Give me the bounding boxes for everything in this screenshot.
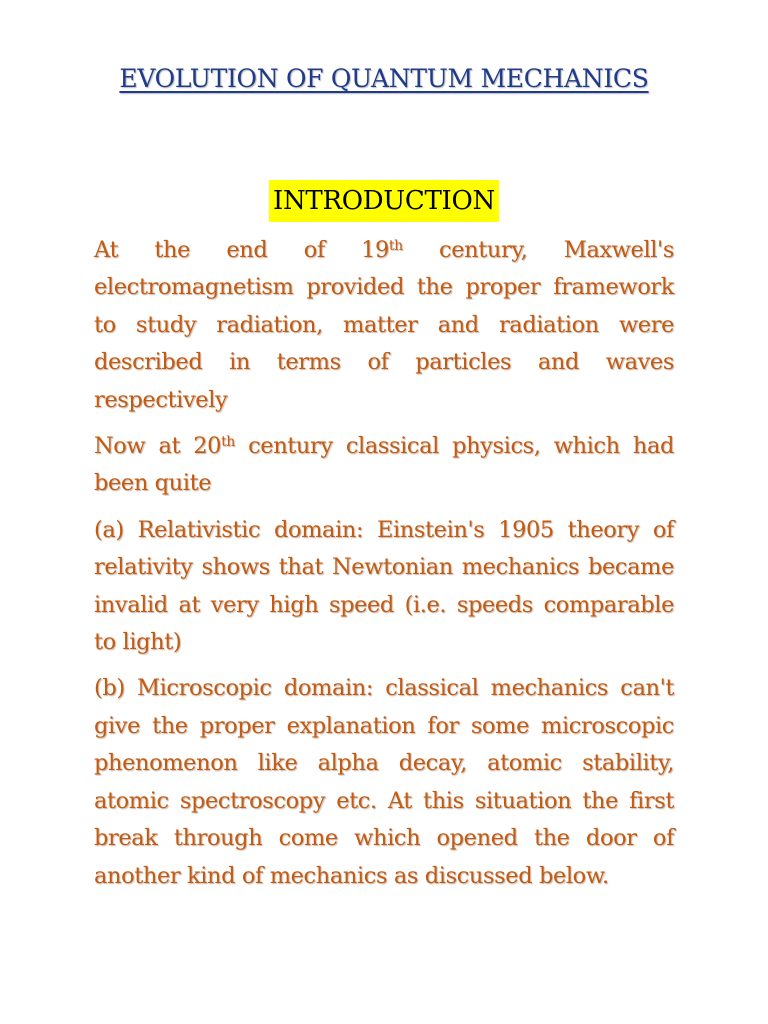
paragraph-relativistic-domain: (a) Relativistic domain: Einstein's 1905 theory of relativity shows that Newtonian mechanics became invalid at very high speed (i.e. speeds comparable to light) bbox=[94, 516, 674, 656]
section-heading-container bbox=[0, 180, 768, 222]
paragraph-2-after: century classical physics, which had been quite bbox=[94, 433, 674, 497]
paragraph-1-after: century, Maxwell's electromagnetism provided the proper framework to study radiation, matter and radiation were described in terms of particles and waves respectively bbox=[94, 237, 674, 413]
body-text bbox=[94, 232, 674, 904]
document-title: EVOLUTION OF QUANTUM MECHANICS bbox=[119, 64, 649, 93]
paragraph-1-before: At the end of 19 bbox=[94, 237, 389, 263]
paragraph-2-before: Now at 20 bbox=[94, 433, 222, 460]
paragraph-1 bbox=[94, 232, 674, 419]
paragraph-2-superscript: th bbox=[221, 434, 235, 451]
section-heading: INTRODUCTION bbox=[269, 180, 499, 222]
paragraph-microscopic-domain: (b) Microscopic domain: classical mechanics can't give the proper explanation for some microscopic phenomenon like alpha decay, atomic stability, atomic spectroscopy etc. At this situation the first break through come which opened the door of another kind of mechanics as discussed below. bbox=[94, 675, 674, 889]
paragraph-1-superscript: th bbox=[388, 238, 403, 254]
paragraph-2 bbox=[94, 428, 674, 503]
